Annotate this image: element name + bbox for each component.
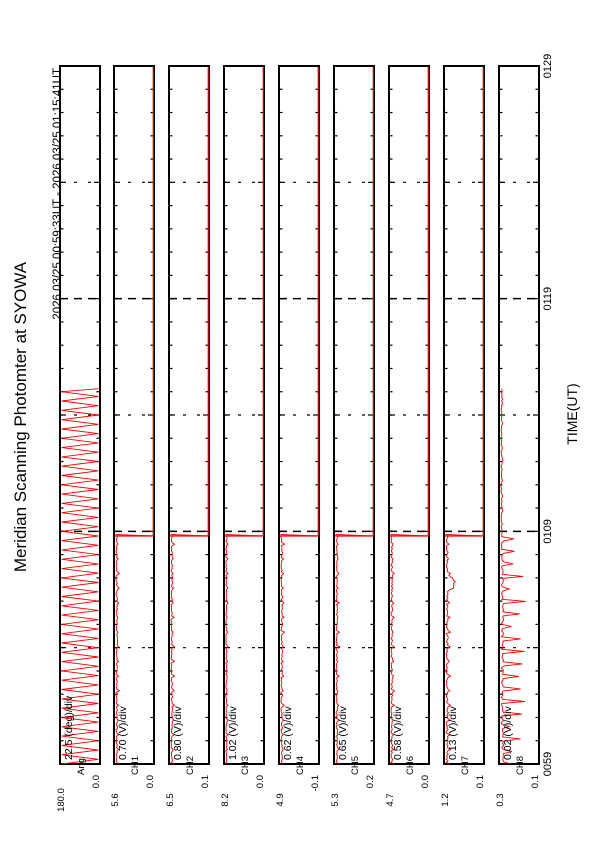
x-tick-label: 0119: [542, 286, 554, 311]
panel-group: [60, 66, 539, 764]
panel-unit-label: CH1: [130, 755, 141, 775]
y-min-label: -0.1: [310, 775, 321, 792]
panel-scale-label: 0.02 (V)/div: [502, 706, 514, 760]
y-min-label: 0.0: [91, 775, 102, 789]
y-min-label: 0.0: [255, 775, 266, 789]
panel-scale-label: 0.13 (V)/div: [447, 706, 459, 760]
panel-unit-label: Ang: [76, 758, 87, 775]
panel-unit-label: CH6: [405, 755, 416, 775]
panel-unit-label: CH8: [515, 755, 526, 775]
time-range-label: 2026 03/25 00:59:33UT - 2026 03/25 01:15:41UT: [52, 68, 64, 320]
y-max-label: 4.9: [275, 793, 286, 807]
y-min-label: 0.2: [365, 775, 376, 789]
y-min-label: 0.0: [420, 775, 431, 789]
y-max-label: 180.0: [56, 788, 67, 812]
panel-unit-label: CH3: [240, 755, 251, 775]
panel-ch7: [444, 66, 484, 764]
label-group: [11, 54, 580, 812]
y-min-label: 0.0: [145, 775, 156, 789]
panel-ch8: [499, 66, 539, 764]
panel-ch3: [224, 66, 264, 764]
x-tick-label: 0059: [542, 751, 554, 777]
y-max-label: 0.3: [495, 793, 506, 807]
panel-ch4: [279, 66, 319, 764]
y-max-label: 1.2: [440, 793, 451, 807]
panel-ch5: [334, 66, 374, 764]
panel-scale-label: 0.70 (V)/div: [117, 706, 129, 760]
panel-scale-label: 0.62 (V)/div: [282, 706, 294, 760]
x-tick-label: 0109: [542, 519, 554, 544]
panel-unit-label: CH7: [460, 755, 471, 775]
x-tick-label: 0129: [542, 53, 554, 79]
y-min-label: 0.1: [475, 775, 486, 789]
y-max-label: 4.7: [385, 793, 396, 807]
panel-ch1: [114, 66, 154, 764]
chart-title: Meridian Scanning Photomter at SYOWA: [11, 261, 30, 573]
y-max-label: 6.5: [165, 793, 176, 807]
panel-ch2: [169, 66, 209, 764]
panel-scale-label: 0.58 (V)/div: [392, 706, 404, 760]
y-max-label: 8.2: [220, 793, 231, 807]
panel-scale-label: 0.80 (V)/div: [172, 706, 184, 760]
y-min-label: 0.1: [530, 775, 541, 789]
y-max-label: 5.3: [330, 793, 341, 807]
panel-ang: [60, 66, 100, 764]
panel-unit-label: CH4: [295, 755, 306, 775]
panel-ch6: [389, 66, 429, 764]
x-axis-label: TIME(UT): [564, 383, 580, 445]
panel-scale-label: 1.02 (V)/div: [227, 706, 239, 760]
y-min-label: 0.1: [200, 775, 211, 789]
y-max-label: 5.6: [110, 793, 121, 807]
panel-unit-label: CH2: [185, 755, 196, 775]
panel-unit-label: CH5: [350, 755, 361, 775]
panel-scale-label: 22.5 (deg)/div: [63, 695, 75, 760]
panel-scale-label: 0.65 (V)/div: [337, 706, 349, 760]
